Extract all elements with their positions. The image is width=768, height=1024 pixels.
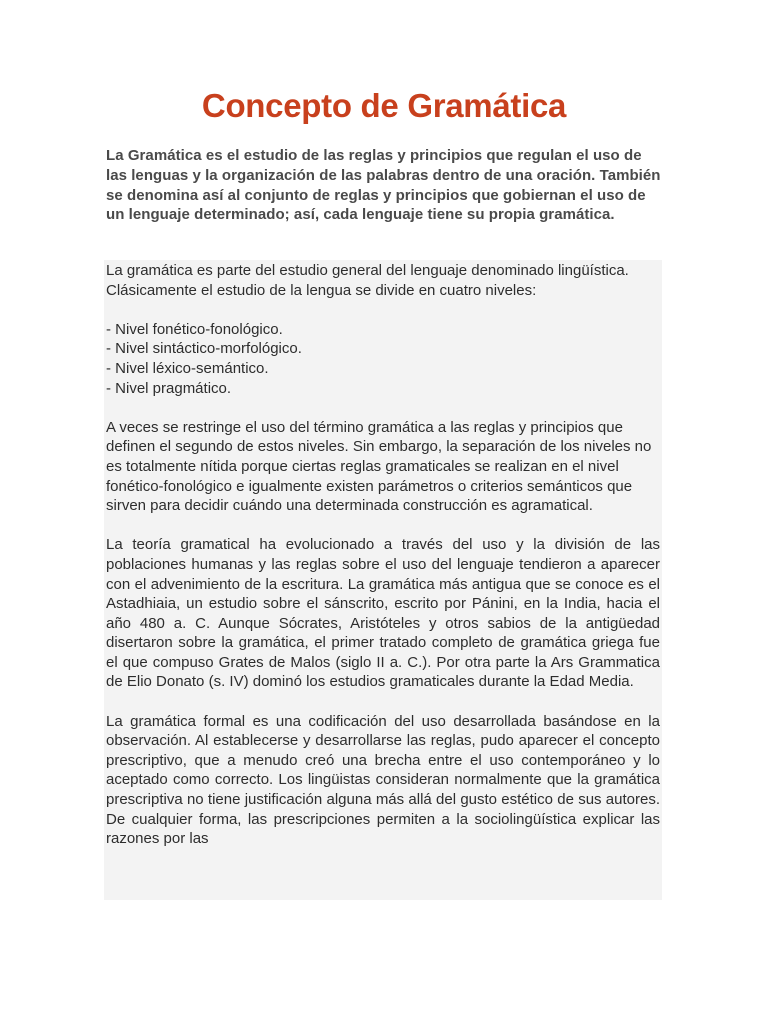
paragraph-history: La teoría gramatical ha evolucionado a través del uso y la división de las poblaciones humanas y las reglas sobre el uso del lenguaje tendieron a aparecer con el advenimiento de la escritura. La gramática más antigua que se conoce es el Astadhiaia, un estudio sobre el sánscrito, escrito por Pánini, en la India, hacia el año 480 a. C. Aunque Sócrates, Aristóteles y otros sabios de la antigüedad disertaron sobre la gramática, el primer tratado completo de gramática griega fue el que compuso Grates de Malos (siglo II a. C.). Por otra parte la Ars Grammatica de Elio Donato (s. IV) dominó los estudios gramaticales durante la Edad Media. — [106, 536, 660, 691]
list-item: - Nivel pragmático. — [106, 379, 232, 397]
body-content — [104, 260, 662, 900]
list-item: - Nivel léxico-semántico. — [106, 359, 269, 377]
list-item: - Nivel sintáctico-morfológico. — [106, 340, 302, 358]
levels-list — [106, 320, 660, 398]
intro-paragraph: La Gramática es el estudio de las reglas y principios que regulan el uso de las lenguas y la organización de las palabras dentro de una oración. También se denomina así al conjunto de reglas y principios que gobiernan el uso de un lenguaje determinado; así, cada lenguaje tiene su propia gramática. — [106, 147, 661, 224]
paragraph-restriction: A veces se restringe el uso del término gramática a las reglas y principios que definen el segundo de estos niveles. Sin embargo, la separación de los niveles no es totalmente nítida porque ciertas reglas gramaticales se realizan en el nivel fonético-fonológico e igualmente existen parámetros o criterios semánticos que sirven para decidir cuándo una determinada construcción es agramatical. — [106, 418, 652, 515]
paragraph-linguistics: La gramática es parte del estudio general del lenguaje denominado lingüística. Clásicamente el estudio de la lengua se divide en cuatro niveles: — [106, 262, 629, 299]
list-item: - Nivel fonético-fonológico. — [106, 320, 283, 338]
paragraph-formal-grammar: La gramática formal es una codificación del uso desarrollada basándose en la observación. Al establecerse y desarrollarse las reglas, pudo aparecer el concepto prescriptivo, que a menudo creó una brecha entre el uso contemporáneo y lo aceptado como correcto. Los lingüistas consideran normalmente que la gramática prescriptiva no tiene justificación alguna más allá del gusto estético de sus autores. De cualquier forma, las prescripciones permiten a la sociolingüística explicar las razones por las — [106, 712, 660, 848]
page-title: Concepto de Gramática — [201, 87, 567, 124]
